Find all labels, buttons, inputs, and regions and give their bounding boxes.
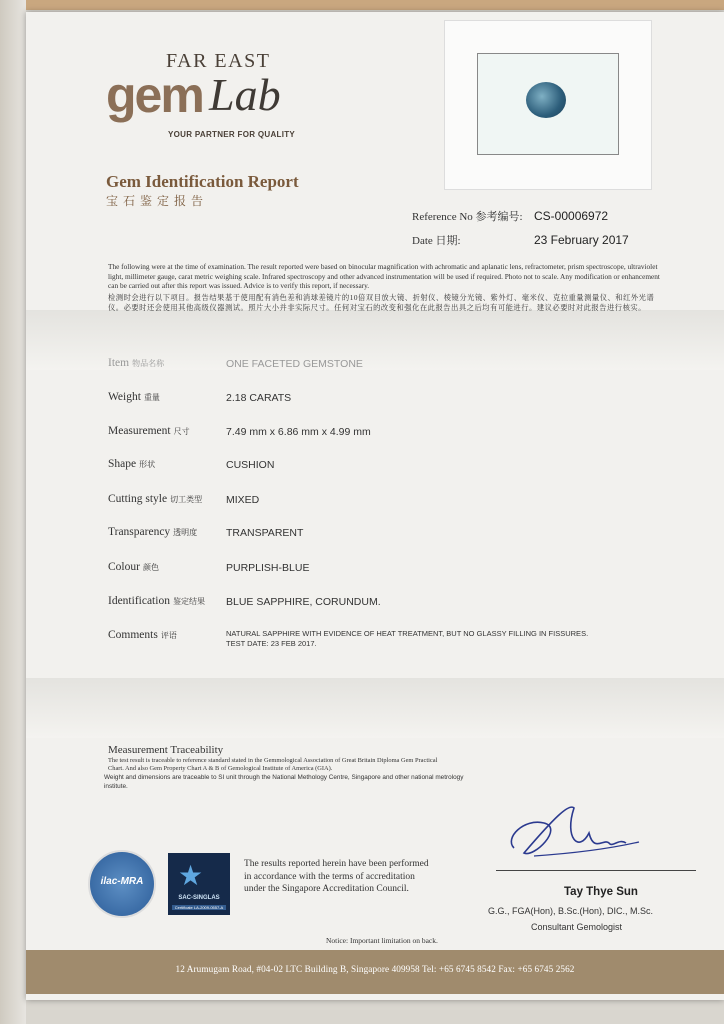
document-left-edge <box>0 0 26 1024</box>
reference-label: Reference No 参考编号: <box>412 211 523 223</box>
measurement-label: Measurement 尺寸 <box>108 425 190 437</box>
report-paper <box>26 12 724 1000</box>
comments-label: Comments 评语 <box>108 629 177 641</box>
logo-lab-text: Lab <box>209 69 281 120</box>
identification-value: BLUE SAPPHIRE, CORUNDUM. <box>226 596 381 608</box>
detail-row-cutting-style <box>108 493 688 513</box>
transparency-label: Transparency 透明度 <box>108 526 198 538</box>
logo-gem-text: gem <box>106 67 203 123</box>
intro-text-cn: 检测时会进行以下项目。报告结果基于使用配有消色差和消球差镜片的10倍双目放大镜、折射仪、棱镜分光镜、紫外灯、毫米仪、克拉重量测量仪、和红外光谱仪。必要时还会使用其他高级仪器测试。照片大小并非实际尺寸。任何对宝石的改变和强化在此报告出具之后均有可能进行。建议必要时对此报告进行核实。 <box>108 293 655 312</box>
detail-row-colour <box>108 561 688 581</box>
shape-value: CUSHION <box>226 459 275 471</box>
detail-row-measurement <box>108 425 688 445</box>
traceability-title: Measurement Traceability <box>108 744 224 756</box>
identification-label: Identification 鉴定结果 <box>108 595 205 607</box>
date-row <box>412 232 629 248</box>
signatory-role: Consultant Gemologist <box>531 922 623 932</box>
notice-text: Notice: Important limitation on back. <box>326 936 438 945</box>
measurement-value: 7.49 mm x 6.86 mm x 4.99 mm <box>226 426 371 438</box>
logo-tagline: YOUR PARTNER FOR QUALITY <box>168 130 296 139</box>
detail-row-transparency <box>108 526 688 546</box>
traceability-text: The test result is traceable to reference standard stated in the Gemmological Association of Great Britain Diploma Gem Practical Chart. And also Gem Property Chart A & B of Gemological Institute of America (GIA). <box>108 757 438 772</box>
logo-top-text: FAR EAST <box>166 50 271 72</box>
signatory-qualifications: G.G., FGA(Hon), B.Sc.(Hon), DIC., M.Sc. <box>488 906 654 916</box>
cutting-label: Cutting style 切工类型 <box>108 493 203 505</box>
detail-row-shape <box>108 458 688 478</box>
cutting-value: MIXED <box>226 494 260 506</box>
comments-line: NATURAL SAPPHIRE WITH EVIDENCE OF HEAT TREATMENT, BUT NO GLASSY FILLING IN FISSURES. <box>226 629 589 638</box>
footer-bar <box>26 950 724 994</box>
document-top-edge <box>0 0 724 10</box>
weight-value: 2.18 CARATS <box>226 392 292 404</box>
signature-line <box>496 870 696 871</box>
detail-row-item <box>108 357 688 377</box>
gemstone-image <box>526 82 566 118</box>
gemlab-logo <box>106 40 306 140</box>
report-title: Gem Identification Report <box>106 172 299 191</box>
item-label: Item 物品名称 <box>108 357 165 369</box>
reference-row <box>412 208 609 224</box>
paper-fold <box>26 678 724 738</box>
transparency-value: TRANSPARENT <box>226 527 304 539</box>
signatory-name: Tay Thye Sun <box>564 886 638 898</box>
shape-label: Shape 形状 <box>108 458 156 470</box>
date-label: Date 日期: <box>412 235 461 247</box>
colour-label: Colour 颜色 <box>108 561 159 573</box>
colour-value: PURPLISH-BLUE <box>226 562 310 574</box>
detail-row-weight <box>108 391 688 411</box>
item-value: ONE FACETED GEMSTONE <box>226 358 363 370</box>
comments-value <box>226 629 666 649</box>
detail-row-identification <box>108 595 688 615</box>
star-icon: ★ <box>178 860 204 891</box>
accreditation-text: The results reported herein have been performed in accordance with the terms of accreditation under the Singapore Accreditation Council. <box>244 859 429 894</box>
comments-test-date: TEST DATE: 23 FEB 2017. <box>226 639 317 648</box>
weight-label: Weight 重量 <box>108 391 160 403</box>
gem-photo <box>477 53 619 155</box>
intro-text: The following were at the time of examination. The result reported were based on binocular magnification with achromatic and aplanatic lens, refractometer, prism spectroscope, ultraviolet light, millimeter gauge, carat metric weighing scale. Infrared spectroscopy and other advanced instrumentation will be used if required. Photo not to scale. Any modification or enhancement can be carried out after this report was issued. Advice is to verify this report, if necessary. <box>108 262 660 290</box>
ilac-mra-logo: ilac-MRA <box>88 850 156 918</box>
sac-singlas-logo: ★ SAC-SINGLAS Certificate LA-2009-0557-A <box>168 853 230 915</box>
traceability-text-si: Weight and dimensions are traceable to SI unit through the National Methology Centre, Singapore and other national metrology institute. <box>104 774 464 790</box>
footer-address: 12 Arumugam Road, #04-02 LTC Building B, Singapore 409958 Tel: +65 6745 8542 Fax: +65 6745 2562 <box>175 964 575 974</box>
report-title-cn: 宝石鉴定报告 <box>106 194 209 208</box>
date-value: 23 February 2017 <box>534 233 629 247</box>
gem-photo-frame <box>444 20 652 190</box>
reference-value: CS-00006972 <box>534 209 609 223</box>
signature <box>494 798 644 878</box>
